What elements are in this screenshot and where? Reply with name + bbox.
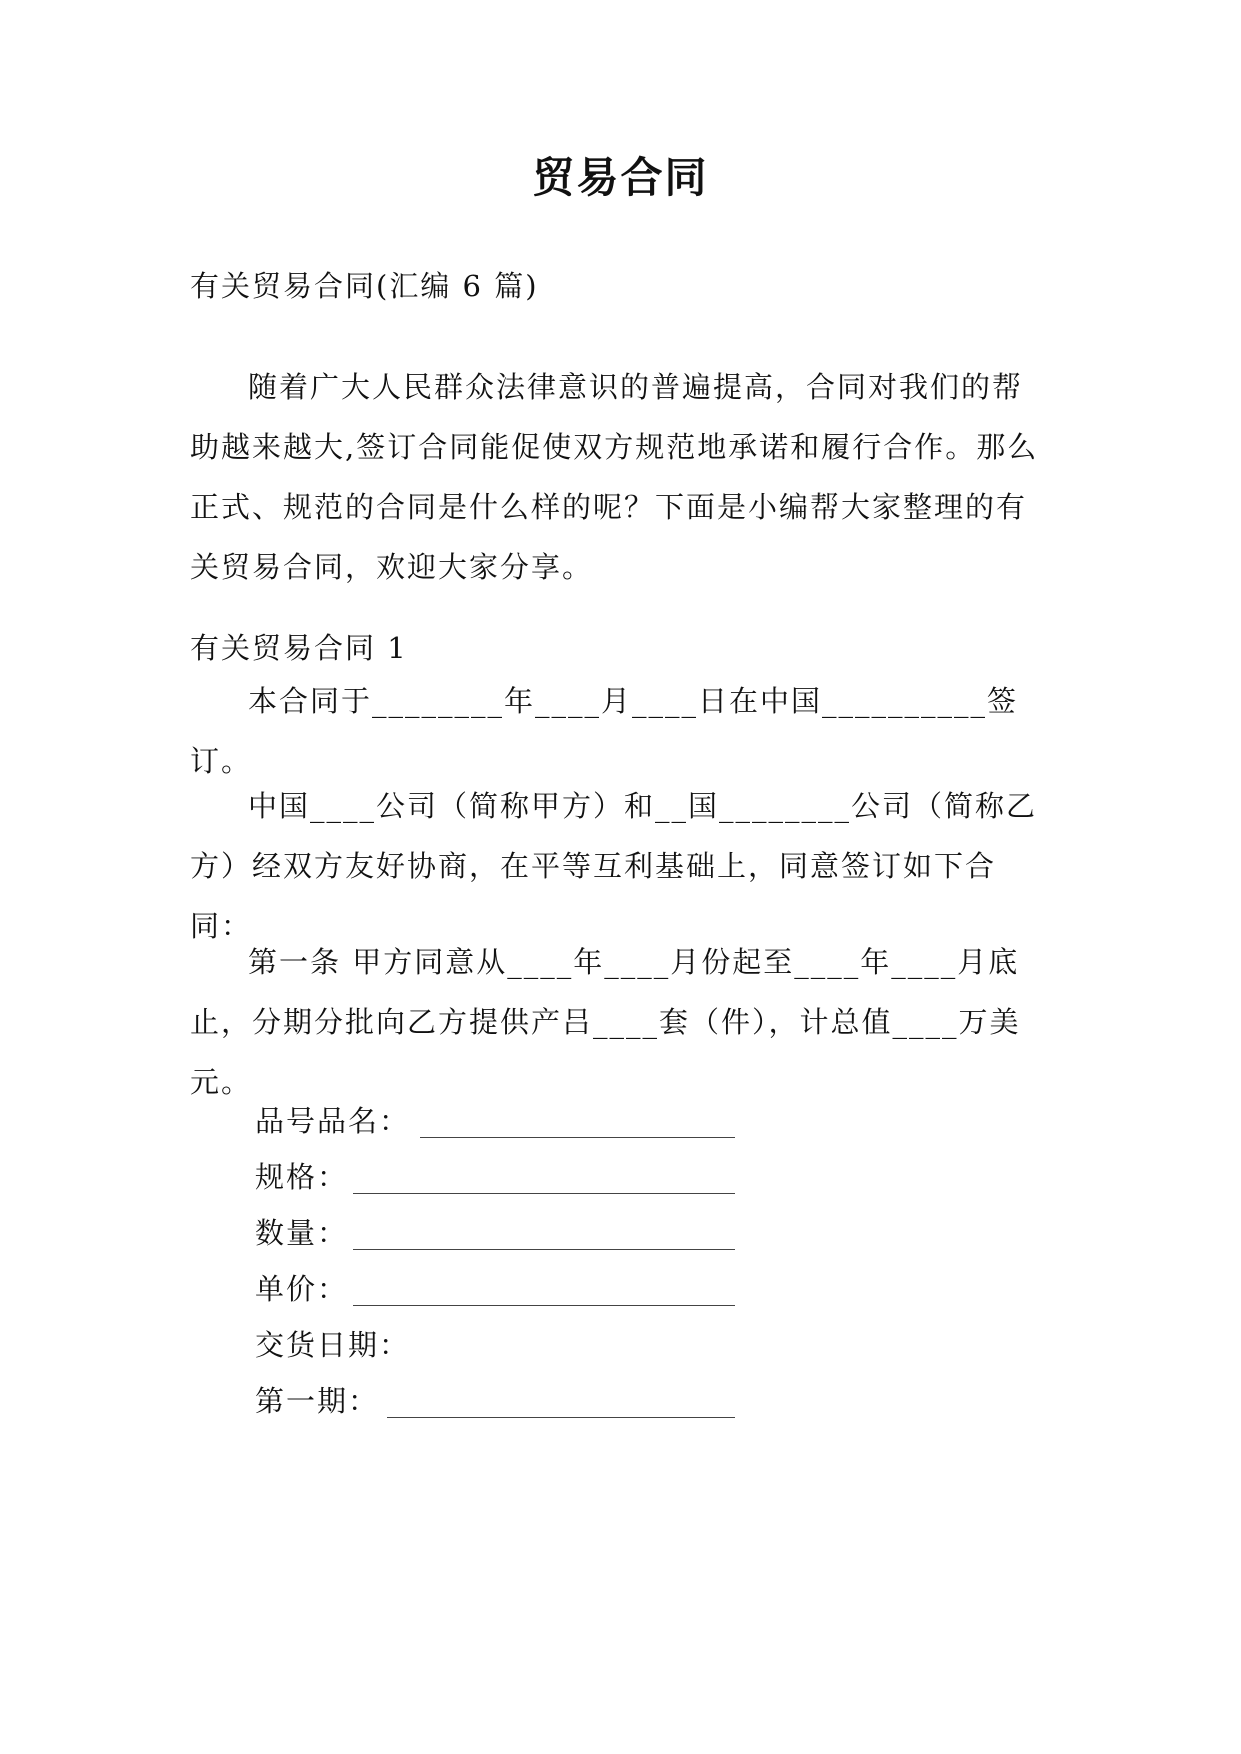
phase-one-label: 第一期： bbox=[255, 1384, 380, 1418]
delivery-date-label: 交货日期： bbox=[255, 1328, 411, 1362]
product-name-blank bbox=[420, 1136, 735, 1138]
section-heading: 有关贸易合同 1 bbox=[190, 631, 408, 665]
unit-price-label: 单价： bbox=[255, 1272, 349, 1306]
spec-label: 规格： bbox=[255, 1160, 349, 1194]
phase-one-blank bbox=[387, 1416, 735, 1418]
product-name-label: 品号品名： bbox=[255, 1104, 411, 1138]
unit-price-blank bbox=[353, 1304, 735, 1306]
clause-one-paragraph: 第一条 甲方同意从____年____月份起至____年____月底止，分期分批向乙方提供产吕____套（件），计总值____万美元。 bbox=[190, 945, 1021, 1099]
quantity-label: 数量： bbox=[255, 1216, 349, 1250]
document-title: 贸易合同 bbox=[532, 153, 709, 202]
quantity-blank bbox=[353, 1248, 735, 1250]
clause-sign-paragraph: 本合同于________年____月____日在中国__________签订。 bbox=[190, 684, 1019, 778]
document-subtitle: 有关贸易合同(汇编 6 篇) bbox=[190, 269, 539, 303]
intro-paragraph: 随着广大人民群众法律意识的普遍提高，合同对我们的帮助越来越大,签订合同能促使双方规范地承诺和履行合作。那么正式、规范的合同是什么样的呢？下面是小编帮大家整理的有关贸易合同，欢迎大家分享。 bbox=[190, 370, 1039, 584]
spec-blank bbox=[353, 1192, 735, 1194]
clause-parties-paragraph: 中国____公司（简称甲方）和__国________公司（简称乙方）经双方友好协商，在平等互利基础上，同意签订如下合同： bbox=[190, 789, 1038, 943]
